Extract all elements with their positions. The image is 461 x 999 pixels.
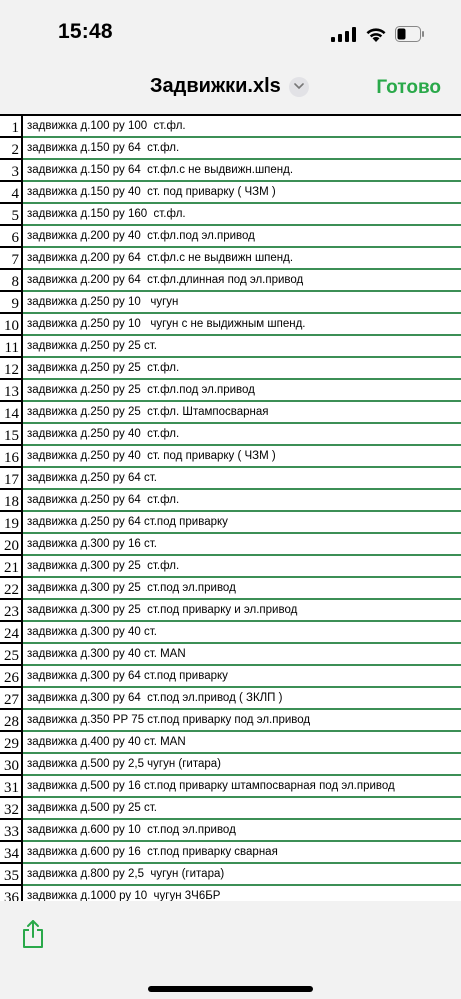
cell-text[interactable]: задвижка д.500 ру 25 ст. bbox=[27, 802, 157, 814]
table-row[interactable] bbox=[0, 820, 461, 842]
share-button[interactable] bbox=[20, 919, 46, 949]
row-number: 33 bbox=[0, 820, 23, 840]
table-row[interactable] bbox=[0, 380, 461, 402]
row-number: 18 bbox=[0, 490, 23, 510]
status-icons bbox=[331, 24, 425, 44]
done-button[interactable]: Готово bbox=[376, 77, 441, 98]
table-row[interactable] bbox=[0, 600, 461, 622]
table-row[interactable] bbox=[0, 688, 461, 710]
home-indicator bbox=[148, 986, 313, 992]
row-number: 1 bbox=[0, 116, 23, 136]
spreadsheet-view[interactable] bbox=[0, 114, 461, 901]
table-row[interactable] bbox=[0, 358, 461, 380]
cell-text[interactable]: задвижка д.250 ру 64 ст.под приварку bbox=[27, 516, 228, 528]
bottom-toolbar bbox=[0, 901, 461, 999]
row-number: 25 bbox=[0, 644, 23, 664]
row-number: 36 bbox=[0, 886, 23, 901]
cell-text[interactable]: задвижка д.500 ру 16 ст.под приварку штампосварная под эл.привод bbox=[27, 780, 395, 792]
table-row[interactable] bbox=[0, 622, 461, 644]
cell-text[interactable]: задвижка д.250 ру 25 ст.фл. Штампосварная bbox=[27, 406, 269, 418]
share-icon bbox=[20, 919, 46, 949]
cell-text[interactable]: задвижка д.600 ру 10 ст.под эл.привод bbox=[27, 824, 236, 836]
cell-text[interactable]: задвижка д.300 ру 64 ст.под эл.привод ( ЗКЛП ) bbox=[27, 692, 283, 704]
table-row[interactable] bbox=[0, 248, 461, 270]
table-row[interactable] bbox=[0, 138, 461, 160]
cell-text[interactable]: задвижка д.500 ру 2,5 чугун (гитара) bbox=[27, 758, 221, 770]
row-number: 27 bbox=[0, 688, 23, 708]
cell-text[interactable]: задвижка д.250 ру 25 ст.фл.под эл.привод bbox=[27, 384, 255, 396]
table-row[interactable] bbox=[0, 336, 461, 358]
row-number: 3 bbox=[0, 160, 23, 180]
status-bar bbox=[0, 0, 461, 60]
row-number: 16 bbox=[0, 446, 23, 466]
file-title-menu[interactable] bbox=[150, 75, 309, 98]
table-row[interactable] bbox=[0, 776, 461, 798]
cell-text[interactable]: задвижка д.150 ру 64 ст.фл.с не выдвижн.шпенд. bbox=[27, 164, 294, 176]
chevron-down-icon[interactable] bbox=[289, 77, 309, 97]
cell-text[interactable]: задвижка д.600 ру 16 ст.под приварку сварная bbox=[27, 846, 278, 858]
table-row[interactable] bbox=[0, 842, 461, 864]
cell-text[interactable]: задвижка д.250 ру 40 ст. под приварку ( ЧЗМ ) bbox=[27, 450, 276, 462]
row-number: 9 bbox=[0, 292, 23, 312]
row-number: 21 bbox=[0, 556, 23, 576]
cell-text[interactable]: задвижка д.100 ру 100 ст.фл. bbox=[27, 120, 186, 132]
cell-text[interactable]: задвижка д.400 ру 40 ст. MAN bbox=[27, 736, 186, 748]
table-row[interactable] bbox=[0, 314, 461, 336]
table-row[interactable] bbox=[0, 490, 461, 512]
table-row[interactable] bbox=[0, 116, 461, 138]
cell-text[interactable]: задвижка д.300 ру 25 ст.под эл.привод bbox=[27, 582, 236, 594]
row-number: 26 bbox=[0, 666, 23, 686]
cell-text[interactable]: задвижка д.200 ру 40 ст.фл.под эл.привод bbox=[27, 230, 255, 242]
row-number: 5 bbox=[0, 204, 23, 224]
row-number: 23 bbox=[0, 600, 23, 620]
row-number: 12 bbox=[0, 358, 23, 378]
cell-text[interactable]: задвижка д.300 ру 25 ст.под приварку и эл.привод bbox=[27, 604, 298, 616]
row-number: 4 bbox=[0, 182, 23, 202]
row-number: 17 bbox=[0, 468, 23, 488]
cell-text[interactable]: задвижка д.300 ру 40 ст. bbox=[27, 626, 157, 638]
table-row[interactable] bbox=[0, 754, 461, 776]
cell-text[interactable]: задвижка д.250 ру 10 чугун bbox=[27, 296, 179, 308]
cellular-signal-icon bbox=[331, 26, 357, 42]
table-row[interactable] bbox=[0, 512, 461, 534]
cell-text[interactable]: задвижка д.300 ру 64 ст.под приварку bbox=[27, 670, 228, 682]
cell-text[interactable]: задвижка д.150 ру 40 ст. под приварку ( ЧЗМ ) bbox=[27, 186, 276, 198]
nav-bar bbox=[0, 60, 461, 114]
table-row[interactable] bbox=[0, 710, 461, 732]
cell-text[interactable]: задвижка д.200 ру 64 ст.фл.с не выдвижн шпенд. bbox=[27, 252, 294, 264]
table-row[interactable] bbox=[0, 292, 461, 314]
row-number: 15 bbox=[0, 424, 23, 444]
table-row[interactable] bbox=[0, 644, 461, 666]
cell-text[interactable]: задвижка д.250 ру 25 ст. bbox=[27, 340, 157, 352]
cell-text[interactable]: задвижка д.800 ру 2,5 чугун (гитара) bbox=[27, 868, 225, 880]
row-number: 22 bbox=[0, 578, 23, 598]
table-row[interactable] bbox=[0, 226, 461, 248]
row-number: 13 bbox=[0, 380, 23, 400]
wifi-icon bbox=[365, 26, 387, 43]
cell-text[interactable]: задвижка д.250 ру 64 ст. bbox=[27, 472, 157, 484]
row-number: 6 bbox=[0, 226, 23, 246]
cell-text[interactable]: задвижка д.300 ру 40 ст. MAN bbox=[27, 648, 186, 660]
table-row[interactable] bbox=[0, 424, 461, 446]
cell-text[interactable]: задвижка д.250 ру 40 ст.фл. bbox=[27, 428, 180, 440]
row-number: 31 bbox=[0, 776, 23, 796]
table-row[interactable] bbox=[0, 798, 461, 820]
row-number: 19 bbox=[0, 512, 23, 532]
table-row[interactable] bbox=[0, 160, 461, 182]
row-number: 32 bbox=[0, 798, 23, 818]
table-row[interactable] bbox=[0, 182, 461, 204]
row-number: 8 bbox=[0, 270, 23, 290]
cell-text[interactable]: задвижка д.1000 ру 10 чугун 3Ч6БР bbox=[27, 890, 221, 901]
row-number: 30 bbox=[0, 754, 23, 774]
row-number: 28 bbox=[0, 710, 23, 730]
row-number: 35 bbox=[0, 864, 23, 884]
cell-text[interactable]: задвижка д.200 ру 64 ст.фл.длинная под эл.привод bbox=[27, 274, 304, 286]
row-number: 10 bbox=[0, 314, 23, 334]
row-number: 2 bbox=[0, 138, 23, 158]
cell-text[interactable]: задвижка д.300 ру 25 ст.фл. bbox=[27, 560, 180, 572]
cell-text[interactable]: задвижка д.250 ру 10 чугун с не выдижным шпенд. bbox=[27, 318, 306, 330]
status-time: 15:48 bbox=[58, 20, 113, 43]
row-number: 11 bbox=[0, 336, 23, 356]
table-row[interactable] bbox=[0, 446, 461, 468]
row-number: 34 bbox=[0, 842, 23, 862]
cell-text[interactable]: задвижка д.300 ру 16 ст. bbox=[27, 538, 157, 550]
table-row[interactable] bbox=[0, 732, 461, 754]
cell-text[interactable]: задвижка д.150 ру 160 ст.фл. bbox=[27, 208, 186, 220]
table-row[interactable] bbox=[0, 578, 461, 600]
row-number: 14 bbox=[0, 402, 23, 422]
table-row[interactable] bbox=[0, 468, 461, 490]
table-row[interactable] bbox=[0, 204, 461, 226]
table-row[interactable] bbox=[0, 402, 461, 424]
cell-text[interactable]: задвижка д.350 РР 75 ст.под приварку под эл.привод bbox=[27, 714, 311, 726]
row-number: 20 bbox=[0, 534, 23, 554]
table-row[interactable] bbox=[0, 556, 461, 578]
cell-text[interactable]: задвижка д.250 ру 25 ст.фл. bbox=[27, 362, 180, 374]
battery-icon bbox=[395, 26, 425, 42]
table-row[interactable] bbox=[0, 270, 461, 292]
file-title: Задвижки.xls bbox=[150, 75, 281, 97]
row-number: 7 bbox=[0, 248, 23, 268]
row-number: 29 bbox=[0, 732, 23, 752]
table-row[interactable] bbox=[0, 864, 461, 886]
cell-text[interactable]: задвижка д.150 ру 64 ст.фл. bbox=[27, 142, 180, 154]
row-number: 24 bbox=[0, 622, 23, 642]
table-row[interactable] bbox=[0, 886, 461, 901]
table-row[interactable] bbox=[0, 534, 461, 556]
cell-text[interactable]: задвижка д.250 ру 64 ст.фл. bbox=[27, 494, 180, 506]
table-row[interactable] bbox=[0, 666, 461, 688]
